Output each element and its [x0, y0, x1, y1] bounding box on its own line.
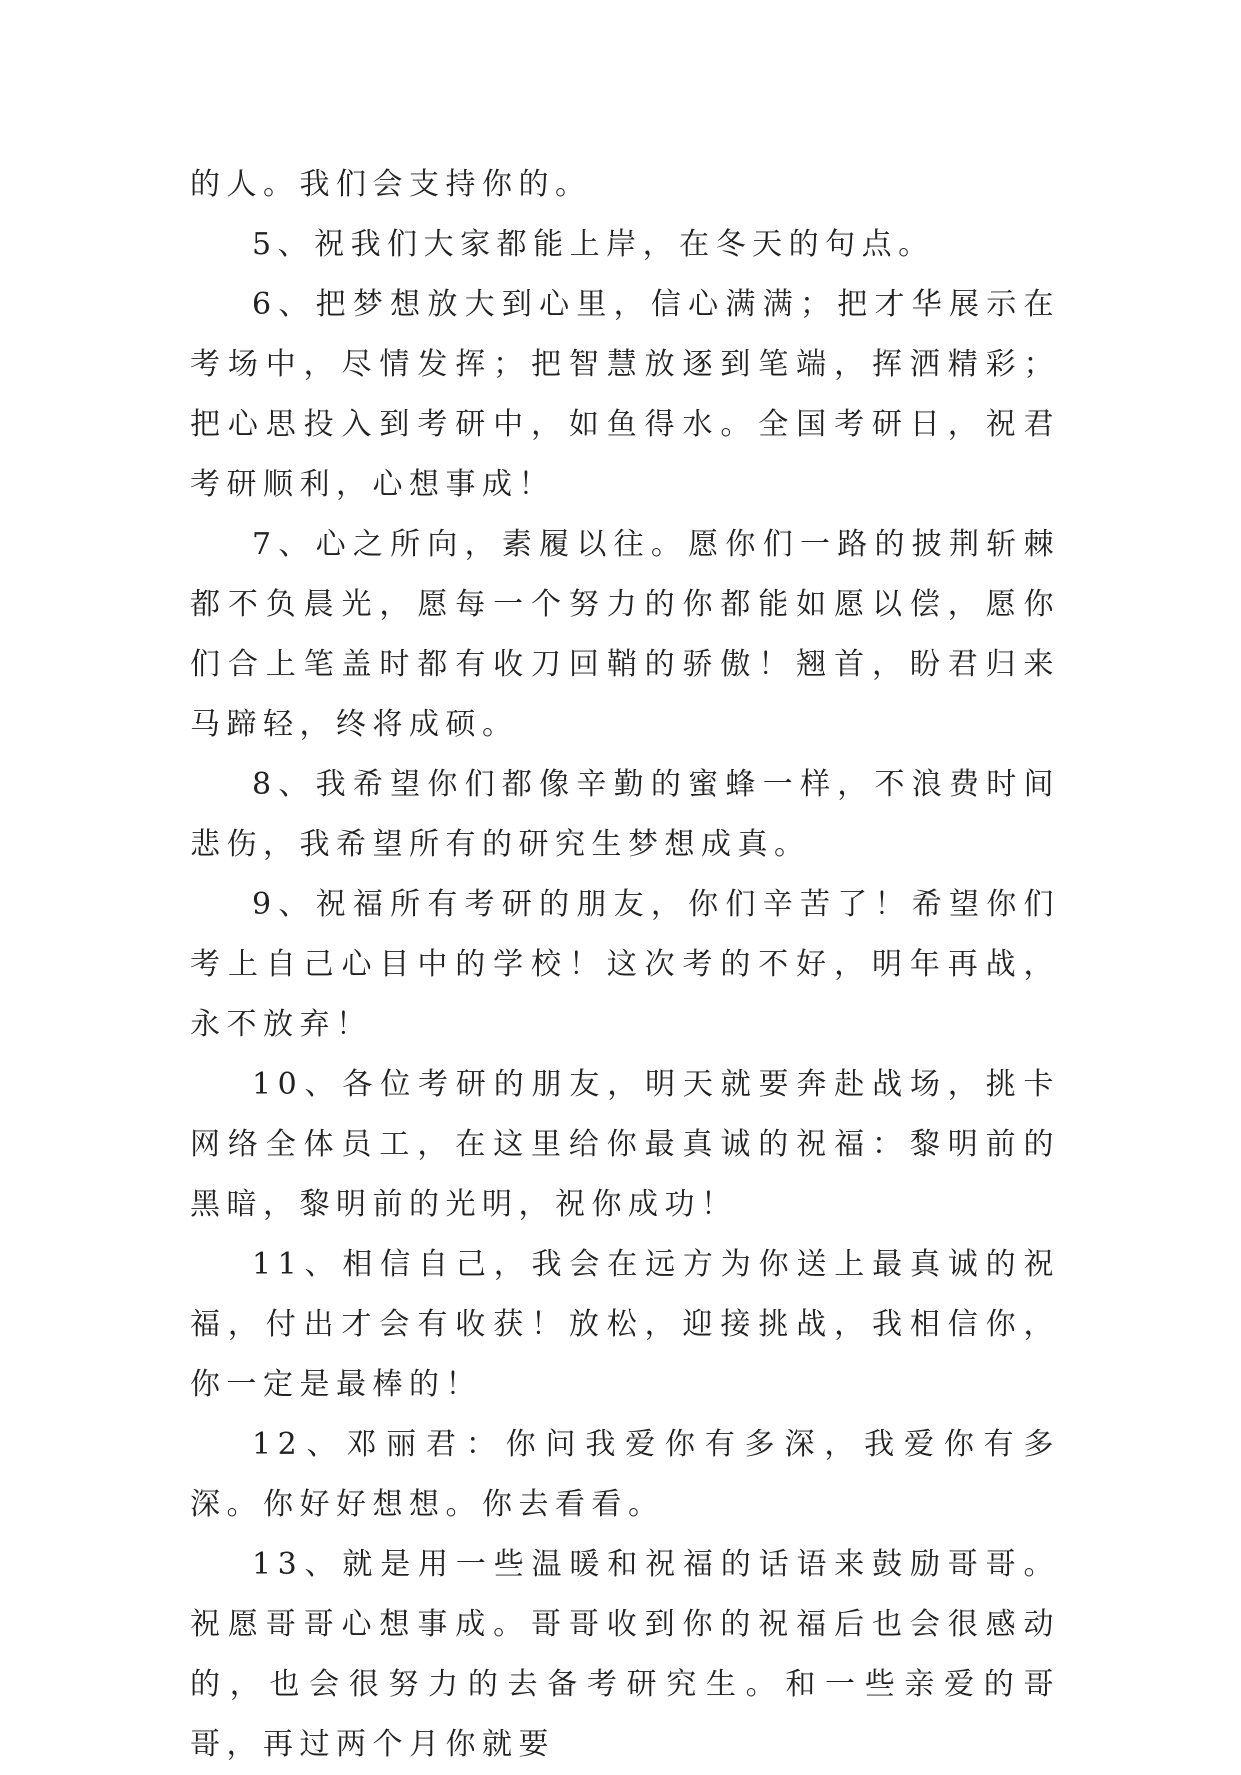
paragraph-item-8: 8、我希望你们都像辛勤的蜜蜂一样，不浪费时间悲伤，我希望所有的研究生梦想成真。: [190, 767, 1060, 862]
paragraph-item-12: 12、邓丽君：你问我爱你有多深，我爱你有多深。你好好想想。你去看看。: [190, 1427, 1060, 1522]
document-body: [190, 155, 1060, 1775]
paragraph-continuation: 的人。我们会支持你的。: [190, 167, 592, 202]
paragraph-item-6: 6、把梦想放大到心里，信心满满；把才华展示在考场中，尽情发挥；把智慧放逐到笔端，挥洒精彩；把心思投入到考研中，如鱼得水。全国考研日，祝君考研顺利，心想事成！: [190, 287, 1060, 502]
paragraph-item-13: 13、就是用一些温暖和祝福的话语来鼓励哥哥。祝愿哥哥心想事成。哥哥收到你的祝福后也会很感动的，也会很努力的去备考研究生。和一些亲爱的哥哥，再过两个月你就要: [190, 1547, 1060, 1762]
paragraph-item-9: 9、祝福所有考研的朋友，你们辛苦了！希望你们考上自己心目中的学校！这次考的不好，明年再战，永不放弃！: [190, 887, 1060, 1042]
paragraph-item-10: 10、各位考研的朋友，明天就要奔赴战场，挑卡网络全体员工，在这里给你最真诚的祝福：黎明前的黑暗，黎明前的光明，祝你成功！: [190, 1067, 1060, 1222]
paragraph-item-7: 7、心之所向，素履以往。愿你们一路的披荆斩棘都不负晨光，愿每一个努力的你都能如愿以偿，愿你们合上笔盖时都有收刀回鞘的骄傲！翘首，盼君归来马蹄轻，终将成硕。: [190, 527, 1060, 742]
paragraph-item-11: 11、相信自己，我会在远方为你送上最真诚的祝福，付出才会有收获！放松，迎接挑战，我相信你，你一定是最棒的！: [190, 1247, 1060, 1402]
paragraph-item-5: 5、祝我们大家都能上岸，在冬天的句点。: [252, 227, 935, 262]
